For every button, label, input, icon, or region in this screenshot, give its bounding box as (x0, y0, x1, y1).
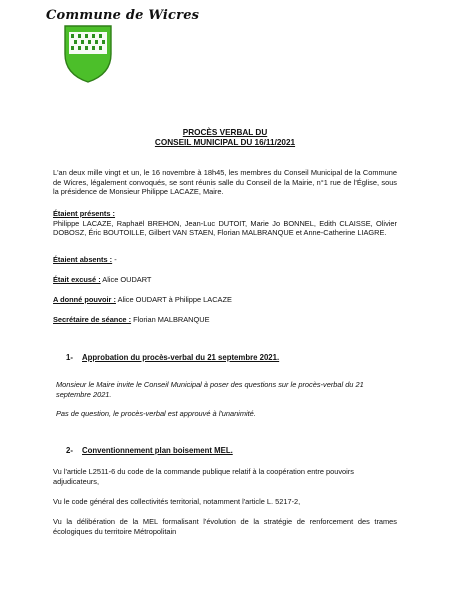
pouvoir-section (53, 295, 397, 305)
excuse-section (53, 275, 397, 285)
coat-of-arms-icon (62, 24, 114, 84)
item-2-paragraph-3: Vu la délibération de la MEL formalisant l'évolution de la stratégie de renforcement des trames écologiques du territoire Métropolitain (53, 517, 397, 536)
item-1-title: Approbation du procès-verbal du 21 septembre 2021. (82, 353, 280, 362)
excuse-text: Alice OUDART (100, 275, 152, 284)
absents-label: Étaient absents : (53, 255, 113, 264)
presents-text: Philippe LACAZE, Raphaël BREHON, Jean-Luc DUTOIT, Marie Jo BONNEL, Edith CLAISSE, Olivier DOBOSZ, Éric BOUTOILLE, Gilbert VAN STAEN, Florian MALBRANQUE et Anne-Catherine LIAGRE. (53, 218, 397, 238)
title-line-1: PROCÈS VERBAL DU (182, 128, 268, 137)
absents-text: - (112, 255, 117, 264)
item-1-paragraph-1: Monsieur le Maire invite le Conseil Municipal à poser des questions sur le procès-verbal du 21 septembre 2021. (56, 380, 364, 399)
item-1-heading (66, 353, 279, 362)
pouvoir-label: A donné pouvoir : (53, 295, 116, 304)
item-2-title: Conventionnement plan boisement MEL. (82, 446, 233, 455)
item-2-paragraph-1: Vu l'article L2511-6 du code de la commande publique relatif à la coopération entre pouvoirs adjudicateurs, (53, 467, 354, 486)
pouvoir-text: Alice OUDART à Philippe LACAZE (115, 295, 232, 304)
item-2-number: 2- (66, 446, 73, 455)
document-title (0, 128, 450, 148)
excuse-label: Était excusé : (53, 275, 101, 284)
secretaire-label: Secrétaire de séance : (53, 315, 132, 324)
item-2-paragraph-2: Vu le code général des collectivités territorial, notamment l'article L. 5217-2, (53, 497, 301, 506)
item-1-number: 1- (66, 353, 73, 362)
secretaire-section (53, 315, 397, 325)
absents-section (53, 255, 397, 265)
presents-section (53, 209, 397, 238)
presents-label: Étaient présents : (53, 209, 116, 218)
commune-name: Commune de Wicres (46, 8, 200, 23)
item-1-paragraph-2: Pas de question, le procès-verbal est approuvé à l'unanimité. (56, 409, 256, 418)
secretaire-text: Florian MALBRANQUE (131, 315, 210, 324)
title-line-2: CONSEIL MUNICIPAL DU 16/11/2021 (154, 138, 296, 147)
intro-paragraph: L'an deux mille vingt et un, le 16 novembre à 18h45, les membres du Conseil Municipal de la Commune de Wicres, légalement convoqués, se sont réunis salle du Conseil de la Mairie, n°1 rue de l'Église, sous la présidence de Monsieur Philippe LACAZE, Maire. (53, 168, 397, 197)
item-2-heading (66, 446, 233, 455)
